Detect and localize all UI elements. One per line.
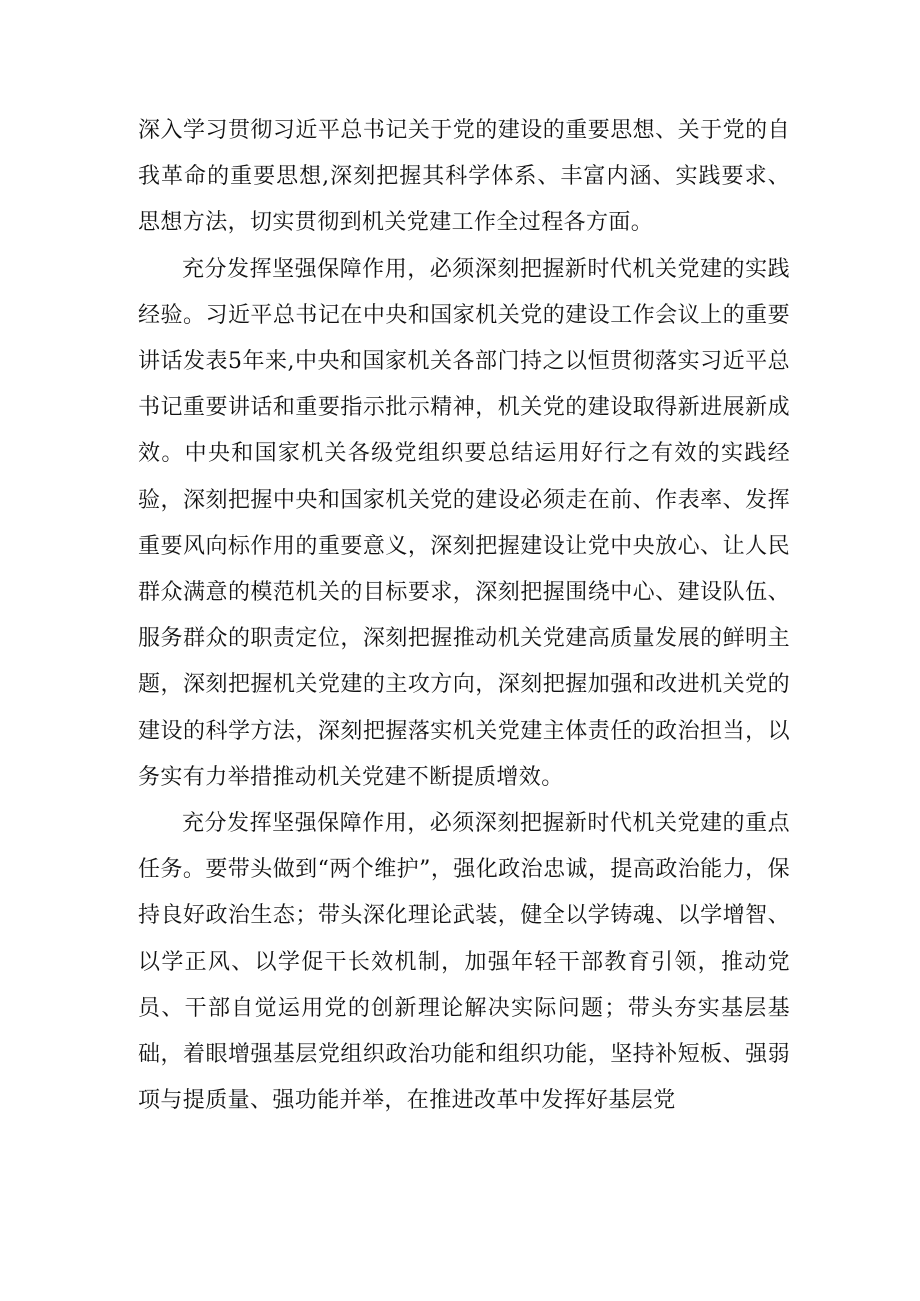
paragraph-3: 充分发挥坚强保障作用，必须深刻把握新时代机关党建的重点任务。要带头做到“两个维护”，强化政治忠诚，提高政治能力，保持良好政治生态；带头深化理论武装，健全以学铸魂、以学增智、以学正风、以学促干长效机制，加强年轻干部教育引领，推动党员、干部自觉运用党的创新理论解决实际问题；带头夯实基层基础，着眼增强基层党组织政治功能和组织功能，坚持补短板、强弱项与提质量、强功能并举，在推进改革中发挥好基层党: [138, 811, 790, 1114]
paragraph-1: 深入学习贯彻习近平总书记关于党的建设的重要思想、关于党的自我革命的重要思想,深刻把握其科学体系、丰富内涵、实践要求、思想方法，切实贯彻到机关党建工作全过程各方面。: [138, 118, 790, 236]
paragraph-2: 充分发挥坚强保障作用，必须深刻把握新时代机关党建的实践经验。习近平总书记在中央和国家机关党的建设工作会议上的重要讲话发表5年来,中央和国家机关各部门持之以恒贯彻落实习近平总书记重要讲话和重要指示批示精神，机关党的建设取得新进展新成效。中央和国家机关各级党组织要总结运用好行之有效的实践经验，深刻把握中央和国家机关党的建设必须走在前、作表率、发挥重要风向标作用的重要意义，深刻把握建设让党中央放心、让人民群众满意的模范机关的目标要求，深刻把握围绕中心、建设队伍、服务群众的职责定位，深刻把握推动机关党建高质量发展的鲜明主题，深刻把握机关党建的主攻方向，深刻把握加强和改进机关党的建设的科学方法，深刻把握落实机关党建主体责任的政治担当，以务实有力举措推动机关党建不断提质增效。: [138, 256, 790, 790]
document-body: [138, 108, 790, 1124]
